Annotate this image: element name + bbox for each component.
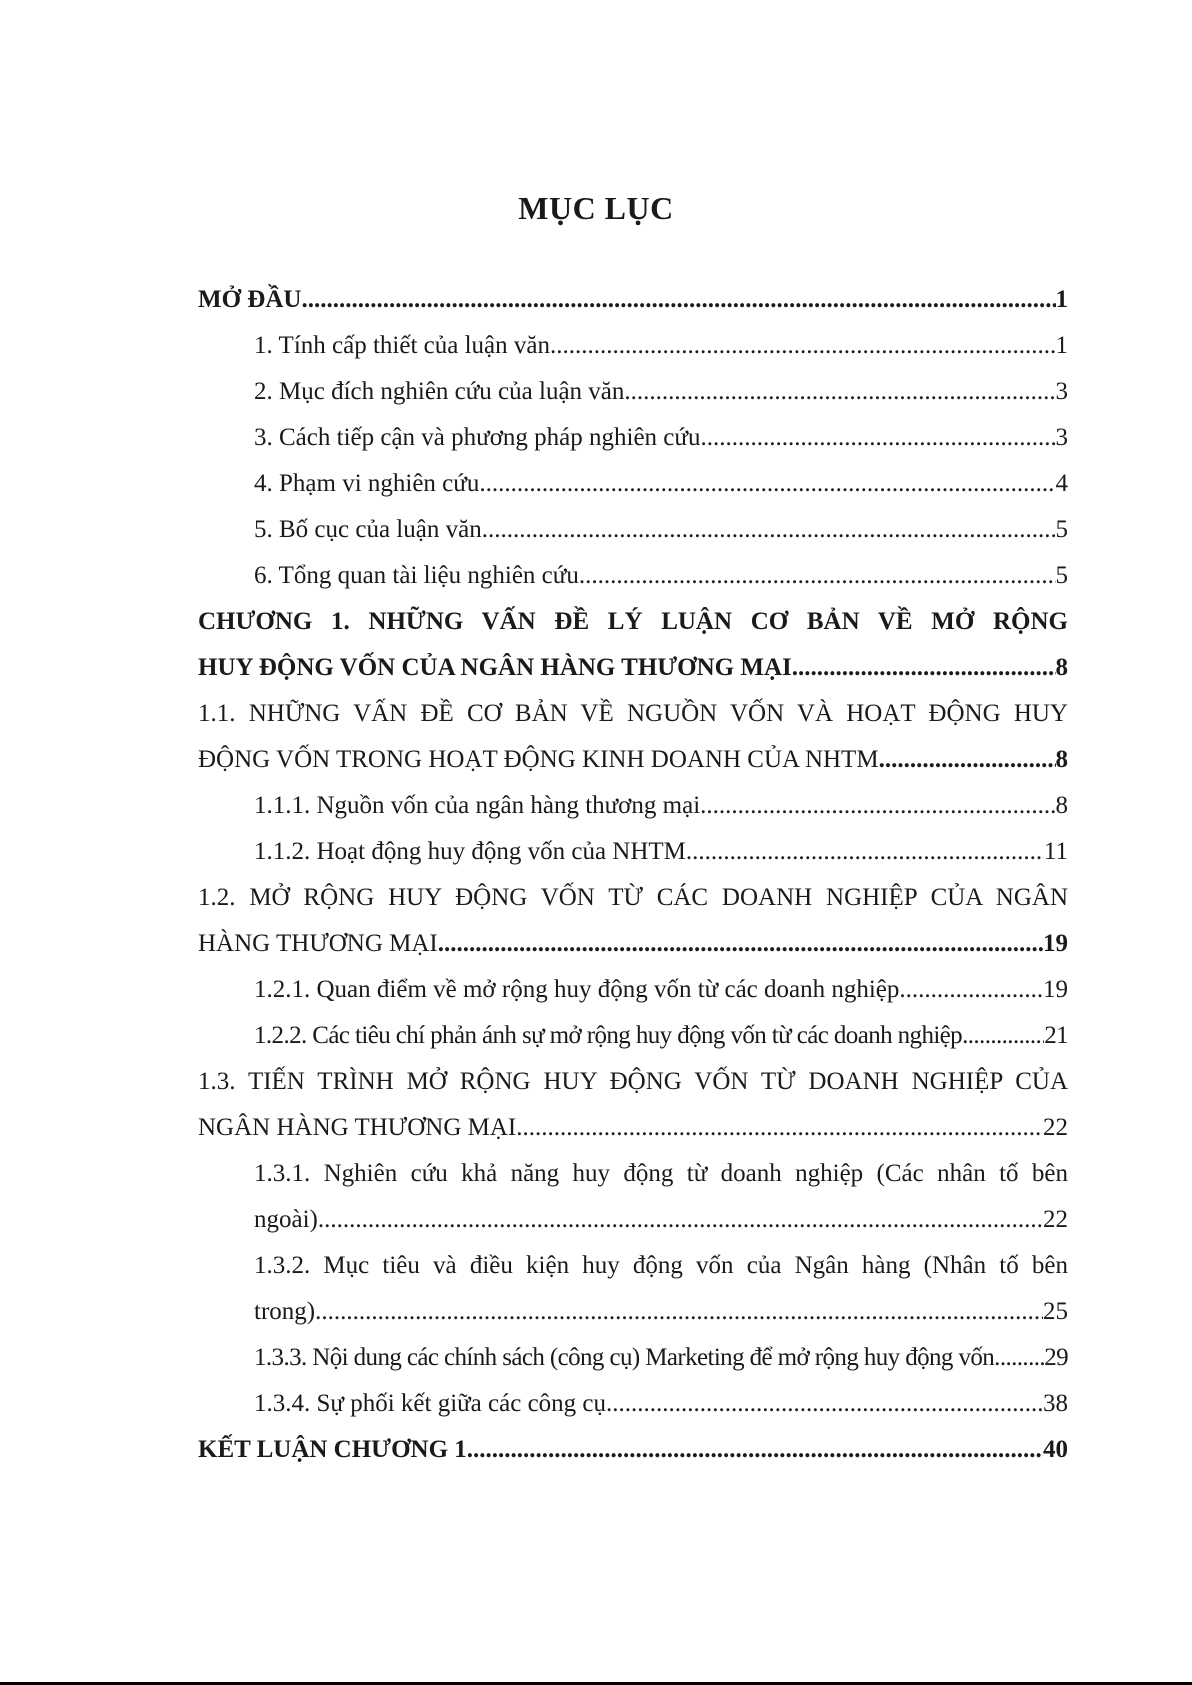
toc-entry-text: 1.3.4. Sự phối kết giữa các công cụ bbox=[254, 1390, 607, 1417]
toc-entry-mo-dau[interactable] bbox=[198, 280, 1068, 320]
toc-leader-dots bbox=[962, 1016, 1044, 1056]
toc-entry-section-1-2-line1[interactable]: 1.2. MỞ RỘNG HUY ĐỘNG VỐN TỪ CÁC DOANH NGHIỆP CỦA NGÂN bbox=[198, 884, 1068, 911]
page-title: MỤC LỤC bbox=[518, 190, 674, 226]
toc-leader-dots bbox=[879, 740, 1056, 780]
toc-entry-chapter-1-line2[interactable] bbox=[198, 648, 1068, 688]
toc-page-number: 19 bbox=[1043, 930, 1068, 957]
toc-leader-dots bbox=[438, 924, 1043, 964]
toc-entry-1-3-4[interactable] bbox=[254, 1384, 1068, 1424]
toc-entry-intro-4[interactable] bbox=[254, 464, 1068, 504]
toc-entry-intro-2[interactable] bbox=[254, 372, 1068, 412]
toc-leader-dots bbox=[479, 464, 1055, 504]
toc-page-number: 1 bbox=[1055, 286, 1068, 313]
toc-page-number: 25 bbox=[1043, 1298, 1068, 1325]
toc-entry-intro-1[interactable] bbox=[254, 326, 1068, 366]
toc-entry-section-1-1-line2[interactable] bbox=[198, 740, 1068, 780]
toc-entry-intro-6[interactable] bbox=[254, 556, 1068, 596]
toc-leader-dots bbox=[482, 510, 1056, 550]
toc-entry-text: KẾT LUẬN CHƯƠNG 1 bbox=[198, 1436, 467, 1463]
toc-entry-1-3-1-line2[interactable] bbox=[254, 1200, 1068, 1240]
toc-entry-text: 5. Bố cục của luận văn bbox=[254, 516, 482, 543]
toc-leader-dots bbox=[315, 1292, 1043, 1332]
toc-leader-dots bbox=[579, 556, 1056, 596]
toc-entry-text: NGÂN HÀNG THƯƠNG MẠI bbox=[198, 1114, 517, 1141]
toc-entry-text: 2. Mục đích nghiên cứu của luận văn bbox=[254, 378, 625, 405]
toc-leader-dots bbox=[606, 1384, 1043, 1424]
toc-page-number: 3 bbox=[1055, 378, 1068, 405]
toc-page-number: 5 bbox=[1055, 562, 1068, 589]
toc-leader-dots bbox=[700, 418, 1055, 458]
toc-entry-section-1-2-line2[interactable] bbox=[198, 924, 1068, 964]
toc-leader-dots bbox=[792, 648, 1056, 688]
toc-page-number: 29 bbox=[1044, 1344, 1068, 1371]
toc-leader-dots bbox=[467, 1430, 1043, 1470]
toc-entry-1-3-2-line1[interactable]: 1.3.2. Mục tiêu và điều kiện huy động vốn của Ngân hàng (Nhân tố bên bbox=[254, 1252, 1068, 1279]
toc-entry-1-2-2[interactable] bbox=[254, 1016, 1068, 1056]
toc-entry-text: 1.1.2. Hoạt động huy động vốn của NHTM bbox=[254, 838, 686, 865]
toc-page-number: 40 bbox=[1043, 1436, 1068, 1463]
toc-leader-dots bbox=[700, 786, 1055, 826]
toc-entry-text: HÀNG THƯƠNG MẠI bbox=[198, 930, 438, 957]
toc-entry-text: 1.3.3. Nội dung các chính sách (công cụ) Marketing để mở rộng huy động vốn bbox=[254, 1344, 995, 1371]
toc-entry-intro-3[interactable] bbox=[254, 418, 1068, 458]
toc-leader-dots bbox=[318, 1200, 1043, 1240]
toc-entry-1-2-1[interactable] bbox=[254, 970, 1068, 1010]
toc-entry-intro-5[interactable] bbox=[254, 510, 1068, 550]
toc-entry-text: ĐỘNG VỐN TRONG HOẠT ĐỘNG KINH DOANH CỦA NHTM bbox=[198, 746, 879, 773]
toc-entry-text: 6. Tổng quan tài liệu nghiên cứu bbox=[254, 562, 579, 589]
toc-page-number: 22 bbox=[1043, 1206, 1068, 1233]
toc-leader-dots bbox=[550, 326, 1056, 366]
toc-entry-section-1-1-line1[interactable]: 1.1. NHỮNG VẤN ĐỀ CƠ BẢN VỀ NGUỒN VỐN VÀ HOẠT ĐỘNG HUY bbox=[198, 700, 1068, 727]
toc-page-number: 4 bbox=[1055, 470, 1068, 497]
toc-leader-dots bbox=[899, 970, 1043, 1010]
toc-leader-dots bbox=[624, 372, 1055, 412]
toc-entry-text: trong) bbox=[254, 1298, 316, 1325]
toc-entry-text: 1. Tính cấp thiết của luận văn bbox=[254, 332, 550, 359]
toc-entry-1-3-1-line1[interactable]: 1.3.1. Nghiên cứu khả năng huy động từ doanh nghiệp (Các nhân tố bên bbox=[254, 1160, 1068, 1187]
toc-entry-1-1-1[interactable] bbox=[254, 786, 1068, 826]
toc-page-number: 8 bbox=[1055, 746, 1068, 773]
toc-entry-1-3-2-line2[interactable] bbox=[254, 1292, 1068, 1332]
toc-page-number: 38 bbox=[1043, 1390, 1068, 1417]
toc-entry-text: 1.2.1. Quan điểm về mở rộng huy động vốn từ các doanh nghiệp bbox=[254, 976, 900, 1003]
toc-page-number: 21 bbox=[1044, 1022, 1068, 1049]
toc-page-number: 3 bbox=[1055, 424, 1068, 451]
toc-entry-section-1-3-line1[interactable]: 1.3. TIẾN TRÌNH MỞ RỘNG HUY ĐỘNG VỐN TỪ DOANH NGHIỆP CỦA bbox=[198, 1068, 1068, 1095]
toc-entry-ket-luan[interactable] bbox=[198, 1430, 1068, 1470]
toc-leader-dots bbox=[516, 1108, 1043, 1148]
toc-entry-text: MỞ ĐẦU bbox=[198, 286, 302, 313]
toc-leader-dots bbox=[994, 1338, 1044, 1378]
toc-entry-chapter-1-line1[interactable]: CHƯƠNG 1. NHỮNG VẤN ĐỀ LÝ LUẬN CƠ BẢN VỀ MỞ RỘNG bbox=[198, 608, 1068, 635]
toc-page-number: 19 bbox=[1043, 976, 1068, 1003]
toc-leader-dots bbox=[686, 832, 1044, 872]
toc-entry-text: ngoài) bbox=[254, 1206, 318, 1233]
toc-entry-text: 3. Cách tiếp cận và phương pháp nghiên cứu bbox=[254, 424, 701, 451]
toc-entry-1-3-3[interactable] bbox=[254, 1338, 1068, 1378]
toc-page-number: 1 bbox=[1055, 332, 1068, 359]
toc-leader-dots bbox=[301, 280, 1055, 320]
toc-page-number: 5 bbox=[1055, 516, 1068, 543]
toc-entry-text: 1.2.2. Các tiêu chí phản ánh sự mở rộng huy động vốn từ các doanh nghiệp bbox=[254, 1022, 963, 1049]
toc-entry-section-1-3-line2[interactable] bbox=[198, 1108, 1068, 1148]
toc-page-number: 8 bbox=[1055, 792, 1068, 819]
toc-entry-text: 1.1.1. Nguồn vốn của ngân hàng thương mại bbox=[254, 792, 701, 819]
toc-page-number: 8 bbox=[1055, 654, 1068, 681]
toc-entry-1-1-2[interactable] bbox=[254, 832, 1068, 872]
toc-entry-text: HUY ĐỘNG VỐN CỦA NGÂN HÀNG THƯƠNG MẠI bbox=[198, 654, 792, 681]
toc-page-number: 22 bbox=[1043, 1114, 1068, 1141]
toc-entry-text: 4. Phạm vi nghiên cứu bbox=[254, 470, 480, 497]
toc-page-number: 11 bbox=[1043, 838, 1068, 865]
